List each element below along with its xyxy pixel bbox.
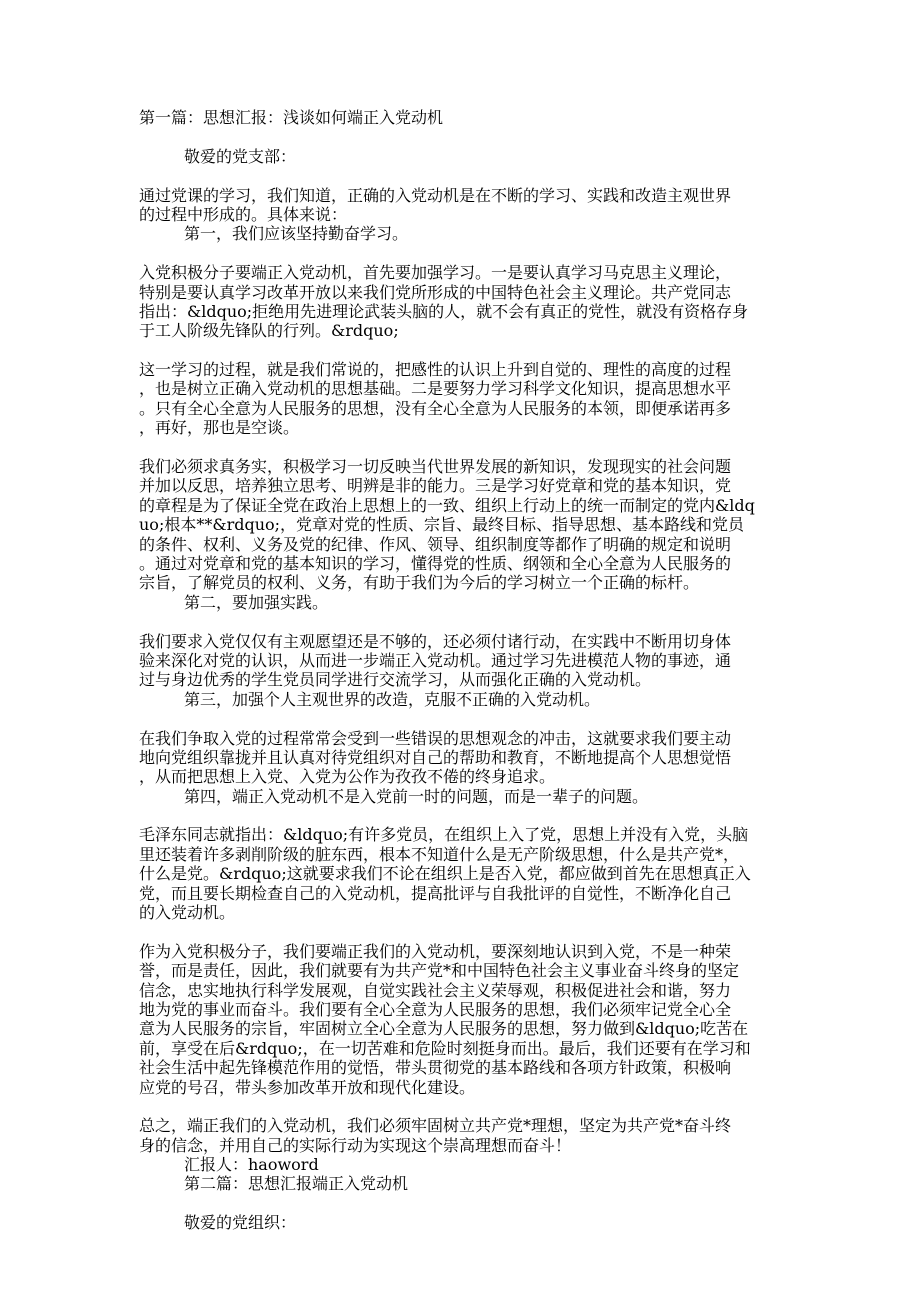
text-line: 入党积极分子要端正入党动机，首先要加强学习。一是要认真学习马克思主义理论， xyxy=(139,263,732,283)
document-title-2: 第二篇：思想汇报端正入党动机 xyxy=(184,1174,409,1194)
text-line: 地向党组织靠拢并且认真对待党组织对自己的帮助和教育，不断地提高个人思想觉悟 xyxy=(139,747,732,767)
text-line: 这一学习的过程，就是我们常说的，把感性的认识上升到自觉的、理性的高度的过程 xyxy=(139,360,732,380)
text-line: 作为入党积极分子，我们要端正我们的入党动机，要深刻地认识到入党，不是一种荣 xyxy=(139,941,732,961)
paragraph-6 xyxy=(139,825,789,922)
text-line: ，也是树立正确入党动机的思想基础。二是要努力学习科学文化知识，提高思想水平 xyxy=(139,379,732,399)
text-line: 我们要求入党仅仅有主观愿望还是不够的，还必须付诸行动，在实践中不断用切身体 xyxy=(139,631,732,651)
text-line: 在我们争取入党的过程常常会受到一些错误的思想观念的冲击，这就要求我们要主动 xyxy=(139,728,732,748)
text-line: 的入党动机。 xyxy=(139,903,236,923)
paragraph-4 xyxy=(139,632,789,690)
text-line: 社会生活中起先锋模范作用的觉悟，带头贯彻党的基本路线和各项方针政策，积极响 xyxy=(139,1058,732,1078)
text-line: 的章程是为了保证全党在政治上思想上的一致、组织上行动上的统一而制定的党内&ldq xyxy=(139,495,755,515)
point-heading-3: 第三，加强个人主观世界的改造，克服不正确的入党动机。 xyxy=(184,689,601,709)
spacer xyxy=(139,127,789,146)
text-line: 信念，忠实地执行科学发展观，自觉实践社会主义荣辱观，积极促进社会和谐，努力 xyxy=(139,980,732,1000)
text-line: 宗旨，了解党员的权利、义务，有助于我们为今后的学习树立一个正确的标杆。 xyxy=(139,573,700,593)
signature: 汇报人：haoword xyxy=(184,1155,319,1175)
text-line: 并加以反思，培养独立思考、明辨是非的能力。三是学习好党章和党的基本知识，党 xyxy=(139,476,732,496)
spacer xyxy=(139,166,789,185)
text-line: 通过党课的学习，我们知道，正确的入党动机是在不断的学习、实践和改造主观世界 xyxy=(139,185,732,205)
text-line: 里还装着许多剥削阶级的脏东西，根本不知道什么是无产阶级思想，什么是共产党*， xyxy=(139,844,740,864)
spacer xyxy=(139,244,789,263)
text-line: 。只有全心全意为人民服务的思想，没有全心全意为人民服务的本领，即便承诺再多 xyxy=(139,398,732,418)
spacer xyxy=(139,806,789,825)
spacer xyxy=(139,922,789,941)
spacer xyxy=(139,612,789,631)
text-line: 过与身边优秀的学生党员同学进行交流学习，从而强化正确的入党动机。 xyxy=(139,670,652,690)
text-line: 。通过对党章和党的基本知识的学习，懂得党的性质、纲领和全心全意为人民服务的 xyxy=(139,553,732,573)
text-line: 党，而且要长期检查自己的入党动机，提高批评与自我批评的自觉性，不断净化自己 xyxy=(139,883,732,903)
paragraph-1 xyxy=(139,263,789,341)
intro-paragraph xyxy=(139,186,789,225)
text-line: 誉，而是责任，因此，我们就要有为共产党*和中国特色社会主义事业奋斗终身的坚定 xyxy=(139,961,740,981)
paragraph-8 xyxy=(139,1116,789,1155)
spacer xyxy=(139,438,789,457)
paragraph-3 xyxy=(139,457,789,593)
text-line: 地为党的事业而奋斗。我们要有全心全意为人民服务的思想，我们必须牢记党全心全 xyxy=(139,999,732,1019)
text-line: 我们必须求真务实，积极学习一切反映当代世界发展的新知识，发现现实的社会问题 xyxy=(139,457,732,477)
text-line: 什么是党。&rdquo;这就要求我们不论在组织上是否入党，都应做到首先在思想真正入 xyxy=(139,864,751,884)
document-page xyxy=(139,108,789,1233)
text-line: ，再好，那也是空谈。 xyxy=(139,418,300,438)
text-line: uo;根本**&rdquo;，党章对党的性质、宗旨、最终目标、指导思想、基本路线和党员 xyxy=(139,515,745,535)
text-line: 指出：&ldquo;拒绝用先进理论武装头脑的人，就不会有真正的党性，就没有资格存身 xyxy=(139,301,749,321)
salutation-2: 敬爱的党组织： xyxy=(184,1213,297,1233)
point-heading-4: 第四，端正入党动机不是入党前一时的问题，而是一辈子的问题。 xyxy=(184,786,649,806)
salutation-1: 敬爱的党支部： xyxy=(184,146,297,166)
text-line: 验来深化对党的认识，从而进一步端正入党动机。通过学习先进模范人物的事迹，通 xyxy=(139,650,732,670)
text-line: 应党的号召，带头参加改革开放和现代化建设。 xyxy=(139,1077,476,1097)
text-line: 意为人民服务的宗旨，牢固树立全心全意为人民服务的思想，努力做到&ldquo;吃苦在 xyxy=(139,1019,749,1039)
spacer xyxy=(139,341,789,360)
text-line: 于工人阶级先锋队的行列。&rdquo; xyxy=(139,321,399,341)
document-title-1: 第一篇：思想汇报：浅谈如何端正入党动机 xyxy=(139,108,444,127)
text-line: 的条件、权利、义务及党的纪律、作风、领导、组织制度等都作了明确的规定和说明 xyxy=(139,534,732,554)
text-line: 毛泽东同志就指出：&ldquo;有许多党员，在组织上入了党，思想上并没有入党，头脑 xyxy=(139,825,749,845)
spacer xyxy=(139,1194,789,1213)
spacer xyxy=(139,1097,789,1116)
text-line: 特别是要认真学习改革开放以来我们党所形成的中国特色社会主义理论。共产党同志 xyxy=(139,282,732,302)
paragraph-7 xyxy=(139,942,789,1097)
point-heading-1: 第一，我们应该坚持勤奋学习。 xyxy=(184,224,409,244)
paragraph-2 xyxy=(139,360,789,438)
text-line: 身的信念，并用自己的实际行动为实现这个崇高理想而奋斗！ xyxy=(139,1135,572,1155)
text-line: 前，享受在后&rdquo;，在一切苦难和危险时刻挺身而出。最后，我们还要有在学习和 xyxy=(139,1038,751,1058)
paragraph-5 xyxy=(139,729,789,787)
text-line: 总之，端正我们的入党动机，我们必须牢固树立共产党*理想，坚定为共产党*奋斗终 xyxy=(139,1116,732,1136)
text-line: ，从而把思想上入党、入党为公作为孜孜不倦的终身追求。 xyxy=(139,767,556,787)
spacer xyxy=(139,709,789,728)
point-heading-2: 第二，要加强实践。 xyxy=(184,592,329,612)
text-line: 的过程中形成的。具体来说： xyxy=(139,204,348,224)
